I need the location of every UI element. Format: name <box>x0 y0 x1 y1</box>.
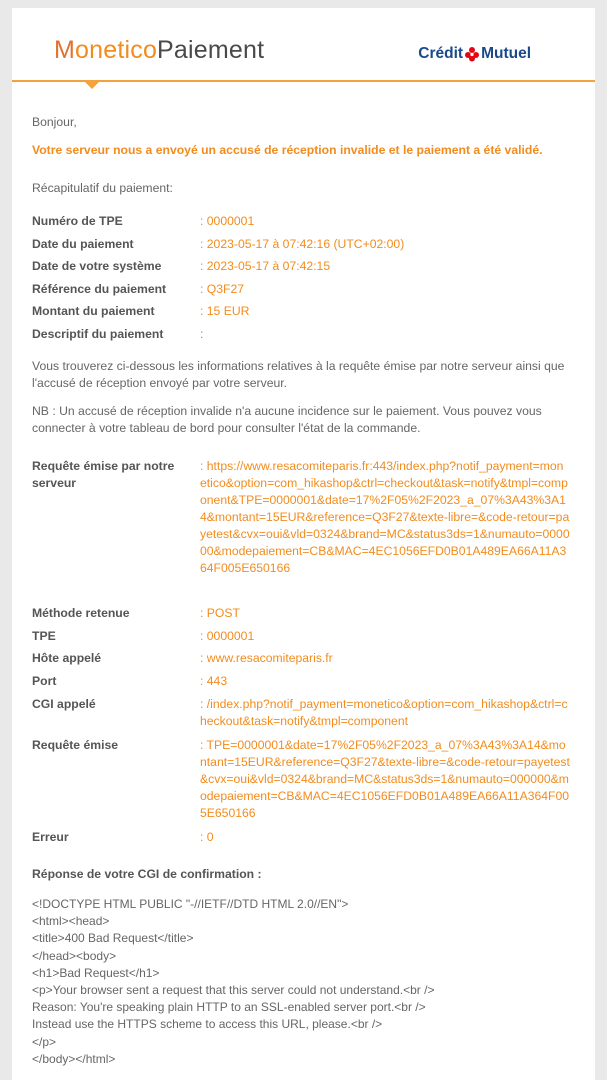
header-notch-arrow <box>84 81 100 89</box>
logo-letter-m: M <box>54 36 76 64</box>
request-field-label: Port <box>32 674 57 688</box>
email-header <box>12 8 595 82</box>
request-field-label: Méthode retenue <box>32 606 130 620</box>
cgi-response-line: </body></html> <box>32 1051 116 1066</box>
nb-paragraph: NB : Un accusé de réception invalide n'a aucune incidence sur le paiement. Vous pouvez vous connecter à votre tableau de bord pour consulter l'état de la commande. <box>32 404 542 435</box>
cgi-response-line: </p> <box>32 1034 57 1049</box>
credit-mutuel-icon <box>464 46 480 62</box>
cgi-response-line: <!DOCTYPE HTML PUBLIC "-//IETF//DTD HTML 2.0//EN"> <box>32 897 349 911</box>
cgi-response-line: </head><body> <box>32 948 117 963</box>
request-field-value: : /index.php?notif_payment=monetico&option=com_hikashop&ctrl=checkout&task=notify&tmpl=component <box>200 697 568 728</box>
logo-text-monetico: onetico <box>75 36 158 64</box>
request-field-value: : 0 <box>200 830 214 844</box>
payment-field-label: Date de votre système <box>32 259 162 273</box>
payment-field-value: : Q3F27 <box>200 282 245 296</box>
request-field-label: Erreur <box>32 830 69 844</box>
logo-text-paiement: Paiement <box>157 36 265 64</box>
cgi-response-body <box>32 896 434 1068</box>
request-field-label: Hôte appelé <box>32 651 102 665</box>
payment-field-value: : 2023-05-17 à 07:42:15 <box>200 259 331 273</box>
cgi-response-line: <p>Your browser sent a request that this server could not understand.<br /> <box>32 983 435 998</box>
request-field-value: : 0000001 <box>200 629 255 643</box>
monetico-paiement-logo <box>54 35 264 65</box>
cgi-response-line: Reason: You're speaking plain HTTP to an SSL-enabled server port.<br /> <box>32 1000 426 1015</box>
payment-field-label: Référence du paiement <box>32 282 167 296</box>
payment-field-label: Descriptif du paiement <box>32 327 164 341</box>
alert-message: Votre serveur nous a envoyé un accusé de réception invalide et le paiement a été validé. <box>32 143 543 157</box>
greeting: Bonjour, <box>32 115 77 129</box>
recap-title: Récapitulatif du paiement: <box>32 181 173 195</box>
cgi-response-line: Instead use the HTTPS scheme to access this URL, please.<br /> <box>32 1017 383 1032</box>
payment-field-label: Numéro de TPE <box>32 214 123 228</box>
request-field-value: : POST <box>200 606 240 620</box>
request-field-value[interactable]: : https://www.resacomiteparis.fr:443/index.php?notif_payment=monetico&option=com_hikashop&ctrl=checkout&task=notify&tmpl=component&TPE=0000001&date=17%2F05%2F2023_a_07%3A43%3A14&montant=15EUR&reference=Q3F27&texte-libre=&code-retour=payetest&cvx=oui&vld=0324&brand=MC&status3ds=1&numauto=000000&modepaiement=CB&MAC=4EC1056EFD0B01A489EA66A11A364F005E650166 <box>200 459 570 575</box>
request-field-value: : 443 <box>200 674 228 688</box>
payment-field-label: Date du paiement <box>32 237 134 251</box>
credit-mutuel-logo <box>418 44 531 64</box>
email-body <box>32 114 572 1066</box>
payment-field-value: : 0000001 <box>200 214 255 228</box>
info-paragraph: Vous trouverez ci-dessous les informations relatives à la requête émise par notre serveur ainsi que l'accusé de réception envoyé par votre serveur. <box>32 359 565 390</box>
request-field-label: TPE <box>32 629 56 643</box>
request-field-label: Requête émise par notre serveur <box>32 459 175 490</box>
payment-field-value: : 15 EUR <box>200 304 250 318</box>
request-field-label: CGI appelé <box>32 697 96 711</box>
email-card <box>12 8 595 1080</box>
request-field-value: : TPE=0000001&date=17%2F05%2F2023_a_07%3A43%3A14&montant=15EUR&reference=Q3F27&texte-libre=&code-retour=payetest&cvx=oui&vld=0324&brand=MC&status3ds=1&numauto=000000&modepaiement=CB&MAC=4EC1056EFD0B01A489EA66A11A364F005E650166 <box>200 738 570 820</box>
cgi-response-line: <h1>Bad Request</h1> <box>32 965 160 980</box>
cgi-response-title: Réponse de votre CGI de confirmation : <box>32 867 262 881</box>
cgi-response-line: <title>400 Bad Request</title> <box>32 931 194 946</box>
cgi-response-line: <html><head> <box>32 914 110 929</box>
logo-text-credit: Crédit <box>418 45 464 62</box>
request-field-value[interactable]: : www.resacomiteparis.fr <box>200 651 333 665</box>
request-field-label: Requête émise <box>32 738 119 752</box>
payment-field-value: : 2023-05-17 à 07:42:16 (UTC+02:00) <box>200 237 405 251</box>
logo-text-mutuel: Mutuel <box>481 45 531 62</box>
payment-field-label: Montant du paiement <box>32 304 155 318</box>
payment-field-value: : <box>200 327 204 341</box>
